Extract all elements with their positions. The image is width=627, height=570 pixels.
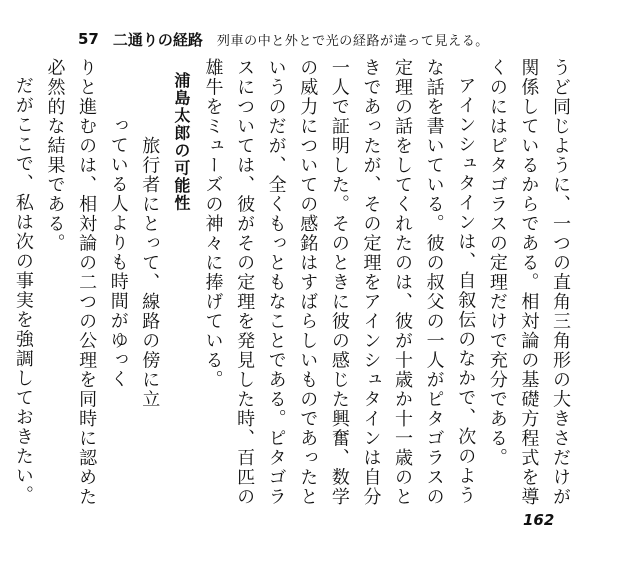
text-line: りと進むのは、相対論の二つの公理を同時に認めた bbox=[76, 58, 98, 507]
text-line: 雄牛をミューズの神々に捧げている。 bbox=[202, 58, 224, 390]
text-line: スについては、彼がその定理を発見した時、百匹の bbox=[234, 58, 256, 507]
figure-number: 57 bbox=[78, 30, 99, 48]
text-line: 定理の話をしてくれたのは、彼が十歳か十一歳のと bbox=[392, 58, 414, 507]
text-line: な話を書いている。彼の叔父の一人がピタゴラスの bbox=[423, 58, 445, 507]
text-line: 旅行者にとって、線路の傍に立 bbox=[139, 136, 161, 409]
text-line: きであったが、その定理をアインシュタインは自分 bbox=[360, 58, 382, 507]
figure-caption-header bbox=[78, 26, 608, 52]
text-line: うど同じように、一つの直角三角形の大きさだけが bbox=[550, 58, 571, 507]
text-line: 必然的な結果である。 bbox=[44, 58, 66, 253]
text-line: っている人よりも時間がゆっく bbox=[107, 116, 129, 389]
text-line: 関係しているからである。相対論の基礎方程式を導 bbox=[518, 58, 540, 507]
page-number: 162 bbox=[523, 511, 555, 529]
body-text bbox=[12, 58, 576, 507]
text-line: 一人で証明した。そのときに彼の感じた興奮、数学 bbox=[328, 58, 350, 507]
text-line: いうのだが、全くもっともなことである。ピタゴラ bbox=[265, 58, 287, 507]
section-subheading: 浦島太郎の可能性 bbox=[171, 72, 191, 212]
text-line: くのにはピタゴラスの定理だけで充分である。 bbox=[486, 58, 508, 468]
text-line: だがここで、私は次の事実を強調しておきたい。 bbox=[12, 76, 34, 505]
text-line: アインシュタインは、自叙伝のなかで、次のよう bbox=[455, 76, 477, 505]
figure-title: 二通りの経路 bbox=[112, 30, 203, 49]
text-line: の威力についての感銘はすばらしいものであったと bbox=[297, 58, 319, 507]
figure-caption: 列車の中と外とで光の経路が違って見える。 bbox=[216, 33, 489, 49]
